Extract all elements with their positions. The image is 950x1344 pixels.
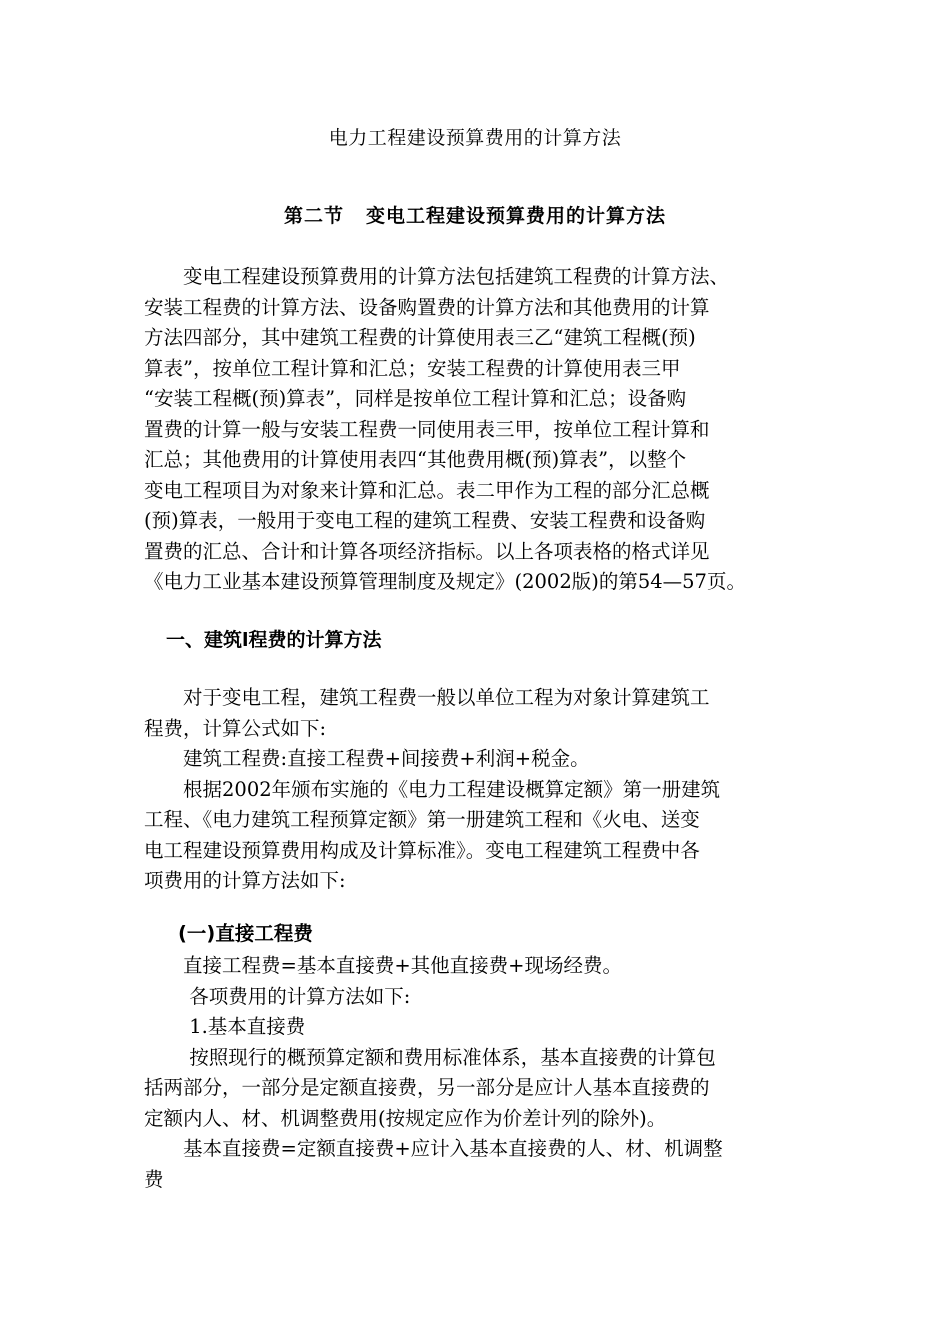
- document-title: 电力工程建设预算费用的计算方法: [328, 127, 622, 149]
- text-line: 程费，计算公式如下:: [144, 716, 327, 740]
- text-line: (预)算表，一般用于变电工程的建筑工程费、安装工程费和设备购: [144, 509, 706, 532]
- text-line: 安装工程费的计算方法、设备购置费的计算方法和其他费用的计算: [144, 295, 710, 319]
- section-heading: [0, 202, 950, 230]
- text-line: 置费的汇总、合计和计算各项经济指标。以上各项表格的格式详见: [144, 539, 710, 563]
- text-line: 算表”，按单位工程计算和汇总；安装工程费的计算使用表三甲: [144, 356, 681, 380]
- text-line: 建筑工程费:直接工程费+间接费+利润+税金。: [144, 747, 590, 770]
- direct-cost-paragraph: [144, 951, 810, 1195]
- text-line: 汇总；其他费用的计算使用表四“其他费用概(预)算表”，以整个: [144, 448, 687, 471]
- text-line: 按照现行的概预算定额和费用标准体系，基本直接费的计算包: [144, 1045, 716, 1069]
- text-line: 置费的计算一般与安装工程费一同使用表三甲，按单位工程计算和: [144, 417, 710, 441]
- intro-paragraph: [144, 262, 810, 598]
- text-line: 直接工程费=基本直接费+其他直接费+现场经费。: [144, 954, 623, 977]
- heading-direct-cost: (一)直接工程费: [178, 922, 313, 945]
- text-line: “安装工程概(预)算表”，同样是按单位工程计算和汇总；设备购: [144, 387, 687, 410]
- section-number: 第二节: [283, 205, 344, 227]
- construction-cost-paragraph: [144, 683, 810, 897]
- text-line: 项费用的计算方法如下:: [144, 869, 346, 892]
- text-line: 1.基本直接费: [144, 1015, 306, 1038]
- text-line: 工程、《电力建筑工程预算定额》第一册建筑工程和《火电、送变: [144, 808, 700, 831]
- text-line: 各项费用的计算方法如下:: [144, 984, 411, 1008]
- text-line: 根据2002年颁布实施的《电力工程建设概算定额》第一册建筑: [144, 777, 721, 801]
- text-line: 《电力工业基本建设预算管理制度及规定》(2002版)的第54—57页。: [144, 570, 746, 593]
- text-line: 方法四部分，其中建筑工程费的计算使用表三乙“建筑工程概(预): [144, 326, 696, 349]
- text-line: 对于变电工程，建筑工程费一般以单位工程为对象计算建筑工: [144, 686, 710, 709]
- text-line: 括两部分，一部分是定额直接费，另一部分是应计人基本直接费的: [144, 1076, 710, 1099]
- heading-construction-cost: 一、建筑l程费的计算方法: [166, 629, 382, 651]
- text-line: 定额内人、材、机调整费用(按规定应作为价差计列的除外)。: [144, 1106, 667, 1130]
- text-line: 变电工程建设预算费用的计算方法包括建筑工程费的计算方法、: [144, 265, 730, 288]
- text-line: 变电工程项目为对象来计算和汇总。表二甲作为工程的部分汇总概: [144, 478, 710, 502]
- text-line: 电工程建设预算费用构成及计算标准》。变电工程建筑工程费中各: [144, 838, 700, 862]
- text-line: 费: [144, 1167, 164, 1191]
- section-name: 变电工程建设预算费用的计算方法: [366, 205, 667, 227]
- text-line: 基本直接费=定额直接费+应计入基本直接费的人、材、机调整: [144, 1137, 723, 1160]
